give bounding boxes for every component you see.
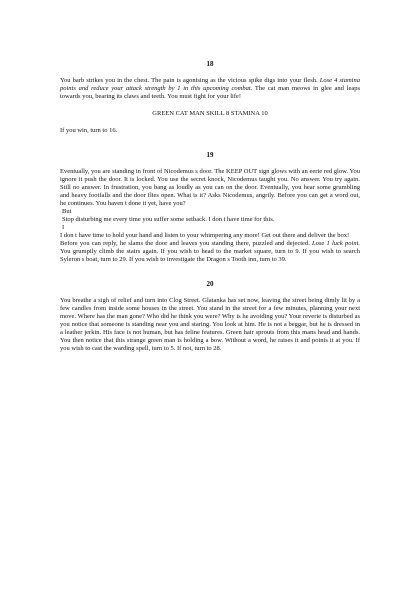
section-text: Eventually, you are standing in front of Nicodemus s door. The KEEP OUT sign glows with an eerie red glow. You ignore it push the door. It is locked. You use the secret knock, Nicodemus taught you. No answer. You try again. Still no answer. In frustration, you bang as loudly as you can on the door. Eventually, you hear some grumbling and heavy footfalls and the door flies open. What is it? Asks Nicodemus, angrily. Before you can get a word out, he continues. You haven t done it yet, have you? (60, 168, 360, 207)
stat-penalty: Lose 1 luck point. (312, 240, 360, 247)
dialogue-line: Stop disturbing me every time you suffer some setback. I don t have time for this. (62, 216, 275, 223)
dialogue-line: I don t have time to hold your hand and listen to your whimpering any more! Get out there and deliver the box! (60, 232, 350, 239)
section-18 (60, 60, 360, 135)
section-20 (60, 280, 360, 353)
win-instruction: If you win, turn to 16. (60, 127, 118, 134)
stat-penalty: Lose 4 stamina points and reduce your attack strength by 1 in this upcoming combat. (60, 77, 360, 92)
section-text: Before you can reply, he slams the door and leaves you standing there, puzzled and dejected. Lose 1 luck point. You grumpily climb the stairs again. If you wish to head to the market square, turn to 9. If you wish to search Syleron s boat, turn to 29. If you wish to investigate the Dragon s Tooth inn, turn to 39. (60, 240, 360, 263)
section-text: You barb strikes you in the chest. The pain is agonising as the vicious spike digs into your flesh. Lose 4 stamina points and reduce your attack strength by 1 in this upcoming combat. The cat man meows in glee and leaps towards you, bearing its claws and teeth. You must fight for your life! (60, 77, 360, 100)
section-text: You breathe a sigh of relief and turn into Clog Street. Glatanka has set now, leaving the street being dimly lit by a few candles from inside some houses in the street. You stand in the street for a few minutes, planning your next move. Where has the man gone? Who did he think you were? Why is he avoiding you? Your reverie is disturbed as you notice that someone is standing near you and staring. You look at him. He is not a beggar, but he is dressed in a leather jerkin. His face is not human, but has feline features. Green hair sprouts from this mans head and hands. You then notice that this strange green man is holding a bow. Without a word, he raises it and points it at you. If you wish to cast the warding spell, turn to 5. If not, turn to 28. (60, 297, 360, 352)
section-number: 18 (206, 60, 214, 68)
dialogue-line: But (62, 208, 72, 215)
enemy-stats: GREEN CAT MAN SKILL 8 STAMINA 10 (152, 110, 268, 117)
dialogue-line: I (62, 224, 65, 231)
book-page (60, 60, 360, 353)
section-19 (60, 151, 360, 264)
section-number: 19 (206, 151, 214, 159)
section-number: 20 (206, 280, 214, 288)
